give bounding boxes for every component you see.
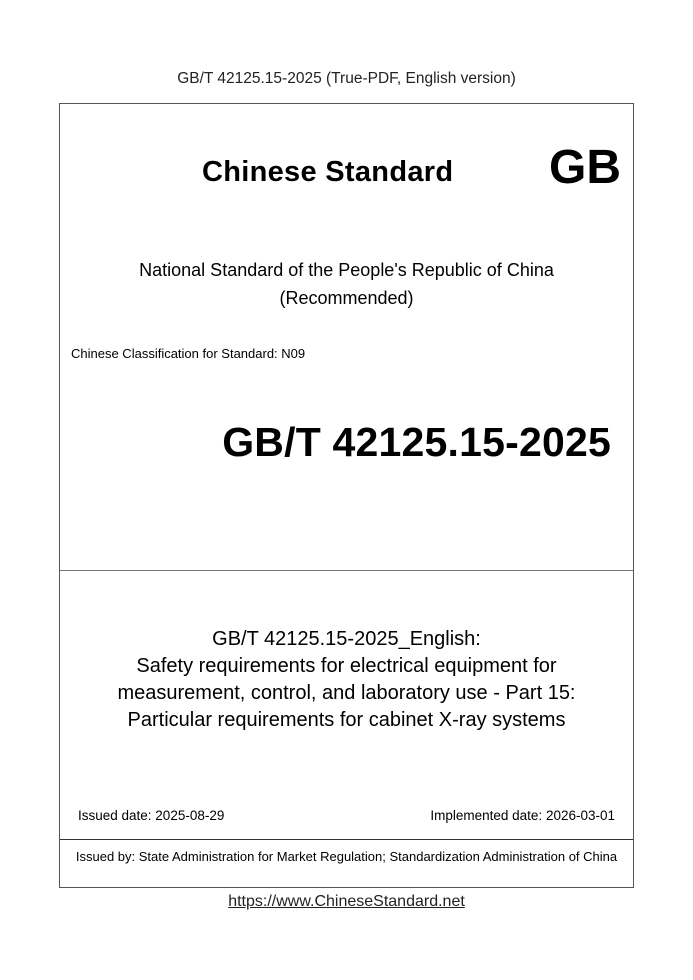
cover-title-section <box>60 571 633 839</box>
footer <box>0 893 693 911</box>
recommended-line: (Recommended) <box>279 288 414 308</box>
document-title-line: GB/T 42125.15-2025_English: <box>212 628 481 650</box>
issued-by-text: Issued by: State Administration for Market Regulation; Standardization Administration of China <box>75 849 618 864</box>
document-title <box>60 626 633 734</box>
page-header: GB/T 42125.15-2025 (True-PDF, English version) <box>177 70 516 87</box>
issuer-section <box>60 839 633 887</box>
gb-mark: GB <box>549 141 621 194</box>
cover-top-section <box>60 104 633 571</box>
document-title-line: Particular requirements for cabinet X-ray systems <box>127 709 566 731</box>
website-link[interactable]: https://www.ChineseStandard.net <box>228 893 465 910</box>
document-title-line: Safety requirements for electrical equipment for <box>136 655 557 677</box>
document-title-line: measurement, control, and laboratory use - Part 15: <box>117 682 576 704</box>
national-standard-title <box>60 256 633 312</box>
implemented-date: Implemented date: 2026-03-01 <box>430 808 615 823</box>
standard-number: GB/T 42125.15-2025 <box>222 419 611 465</box>
cover-frame <box>59 103 634 888</box>
classification-text: Chinese Classification for Standard: N09 <box>71 346 306 361</box>
issued-date: Issued date: 2025-08-29 <box>78 808 225 823</box>
national-standard-line: National Standard of the People's Republic of China <box>139 260 554 280</box>
chinese-standard-heading: Chinese Standard <box>202 156 454 188</box>
